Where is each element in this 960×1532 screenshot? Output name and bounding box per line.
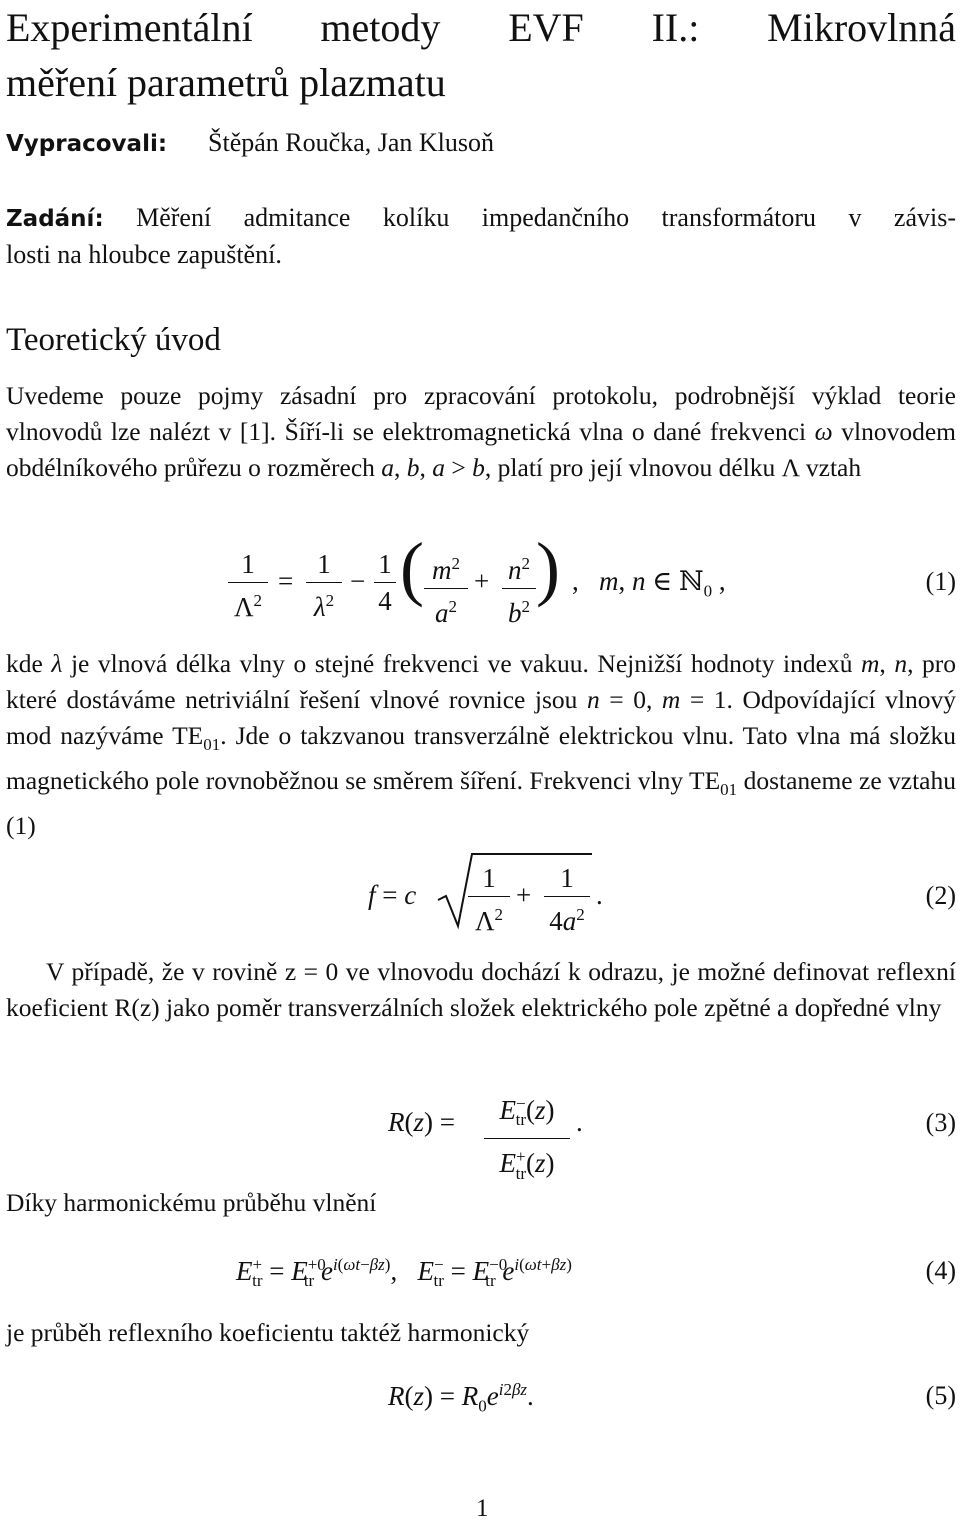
p1-text-a: Uvedeme pouze pojmy zásadní pro zpracování protokolu, podrobnější výklad teorie vlnovodů lze nalézt v [1]. Šíří-li se elektromagnetická vlna o dané frekvenci xyxy=(6,381,956,446)
document-page: Experimentální metody EVF II.: Mikrovlnná měření parametrů plazmatu Vypracovali: Štěpán Roučka, Jan Klusoň Zadání: Měření admitance kolíku impedančního transformátoru v závis- losti na hloubce zapuštění. Teoretický úvod Uvedeme pouze pojmy zásadní pro zpracování protokolu, podrobnější výklad teorie vlnovodů lze nalézt v [1]. Šíří-li se elektromagnetická vlna o dané frekvenci ω vlnovodem obdélníkového průřezu o rozměrech a, b, a > b, platí pro její vlnovou délku Λ vztah 1 $\Lambda^2$ = 1 $\lambda^2$ − 1 4 ( $m^2$ $a^2$ + $n^2$ $b^2$ ) , m, n ∈ ℕ$_0$ , (1) kde λ je vlnová délka vlny o stejné frekvenci ve vakuu. Nejnižší hodnoty indexů m, n, pro které dostáváme netriviální řešení vlnové rovnice jsou n = 0, m = 1. Odpovídající vlnový mod nazýváme $TE_{01}$. Jde o takzvanou transverzálně elektrickou vlnu. Tato vlna má složku magnetického pole rovnoběžnou se směrem šíření. Frekvenci vlny $TE_{01}$ dostaneme ze vztahu (1) f = c 1 $\Lambda^2$ + 1 $4a^2$ . (2) V případě, že v rovině z = 0 ve vlnovodu dochází k odrazu, je možné definovat reflexní koeficient R(z) jako poměr transverzálních složek elektrického pole zpětné a dopředné vlny R(z) = $E^-_{tr}(z)$ $E^+_{tr}(z)$ . (3) Díky harmonickému průběhu vlnění $E^+_{tr} = E^{+0}_{tr}$ $e^{i(\omega t-\beta z)}$, $E^-_{tr} = E^{-0}_{tr}$ $e^{i(\omega t+\beta z)}$ (4) je průběh reflexního koeficientu taktéž harmonický $R(z) = R_0e^{i2\beta z}$. (5) 1 xyxy=(6,0,956,1532)
eq2-frac-a: 1 $4a^2$ xyxy=(544,862,590,937)
title-line-2: měření parametrů plazmatu xyxy=(6,60,446,105)
p2-text-c: , pro které dostáváme netriviální řešení vlnové rovnice jsou xyxy=(6,649,956,714)
equation-number-3: (3) xyxy=(925,1108,956,1137)
equation-number-1: (1) xyxy=(925,567,956,596)
eq2-frac-lambda-cap: 1 $\Lambda^2$ xyxy=(468,862,510,937)
authors-label: Vypracovali: xyxy=(6,131,168,157)
paragraph-modes: kde λ je vlnová délka vlny o stejné frekvenci ve vakuu. Nejnižší hodnoty indexů m, n, pro které dostáváme netriviální řešení vlnové rovnice jsou n = 0, m = 1. Odpovídající vlnový mod nazýváme $TE_{01}$. Jde o takzvanou transverzálně elektrickou vlnu. Tato vlna má složku magnetického pole rovnoběžnou se směrem šíření. Frekvenci vlny $TE_{01}$ dostaneme ze vztahu (1) xyxy=(6,649,957,841)
task-label: Zadání: xyxy=(6,206,104,232)
paragraph-reflection-harmonic: je průběh reflexního koeficientu taktéž harmonický xyxy=(6,1318,530,1347)
eq1-frac-lambda: 1 $\lambda^2$ xyxy=(306,548,342,623)
task-text-line-1: Měření admitance kolíku impedančního transformátoru v závis- xyxy=(136,203,957,232)
equation-number-4: (4) xyxy=(925,1256,956,1285)
section-title: Teoretický úvod xyxy=(6,322,221,358)
task-block xyxy=(6,200,956,273)
paragraph-intro: Uvedeme pouze pojmy zásadní pro zpracování protokolu, podrobnější výklad teorie vlnovodů lze nalézt v [1]. Šíří-li se elektromagnetická vlna o dané frekvenci ω vlnovodem obdélníkového průřezu o rozměrech a, b, a > b, platí pro její vlnovou délku Λ vztah xyxy=(6,381,956,482)
eq1-frac-quarter: 1 4 xyxy=(374,548,396,617)
eq1-frac-n: $n^2$ $b^2$ xyxy=(502,548,536,629)
authors-names: Štěpán Roučka, Jan Klusoň xyxy=(208,128,495,157)
paragraph-harmonic: Díky harmonickému průběhu vlnění xyxy=(6,1188,377,1217)
eq1-frac-lambda-cap: 1 $\Lambda^2$ xyxy=(228,548,268,623)
p1-text-c: , platí pro její vlnovou délku xyxy=(484,453,782,482)
p2-text-d: . Odpovídající vlnový mod nazýváme TE xyxy=(6,685,957,750)
eq3-frac: $E^-_{tr}(z)$ $E^+_{tr}(z)$ xyxy=(484,1088,570,1190)
p1-text-d: vztah xyxy=(799,453,862,482)
task-text-line-2: losti na hloubce zapuštění. xyxy=(6,240,282,269)
eq1-frac-m: $m^2$ $a^2$ xyxy=(424,548,468,629)
p3-text: V případě, že v rovině z = 0 ve vlnovodu dochází k odrazu, je možné definovat reflexní koeficient R(z) jako poměr transverzálních složek elektrického pole zpětné a dopředné vlny xyxy=(6,957,956,1022)
p2-text-a: kde xyxy=(6,649,52,678)
page-number: 1 xyxy=(476,1495,489,1522)
title-line-1: Experimentální metody EVF II.: Mikrovlnná xyxy=(6,5,956,50)
equation-number-5: (5) xyxy=(925,1381,956,1410)
p1-text-b: vlnovodem obdélníkového průřezu o rozměrech xyxy=(6,417,956,482)
p2-text-f: dostaneme ze vztahu (1) xyxy=(6,766,956,841)
authors-row xyxy=(6,125,494,162)
document-title xyxy=(6,0,956,110)
equation-number-2: (2) xyxy=(925,881,956,910)
p2-text-e: . Jde o takzvanou transverzálně elektrickou vlnu. Tato vlna má složku magnetického pole rovnoběžnou se směrem šíření. Frekvenci vlny TE xyxy=(6,721,956,796)
paragraph-reflection xyxy=(6,954,956,1026)
p2-text-b: je vlnová délka vlny o stejné frekvenci ve vakuu. Nejnižší hodnoty indexů xyxy=(62,649,861,678)
